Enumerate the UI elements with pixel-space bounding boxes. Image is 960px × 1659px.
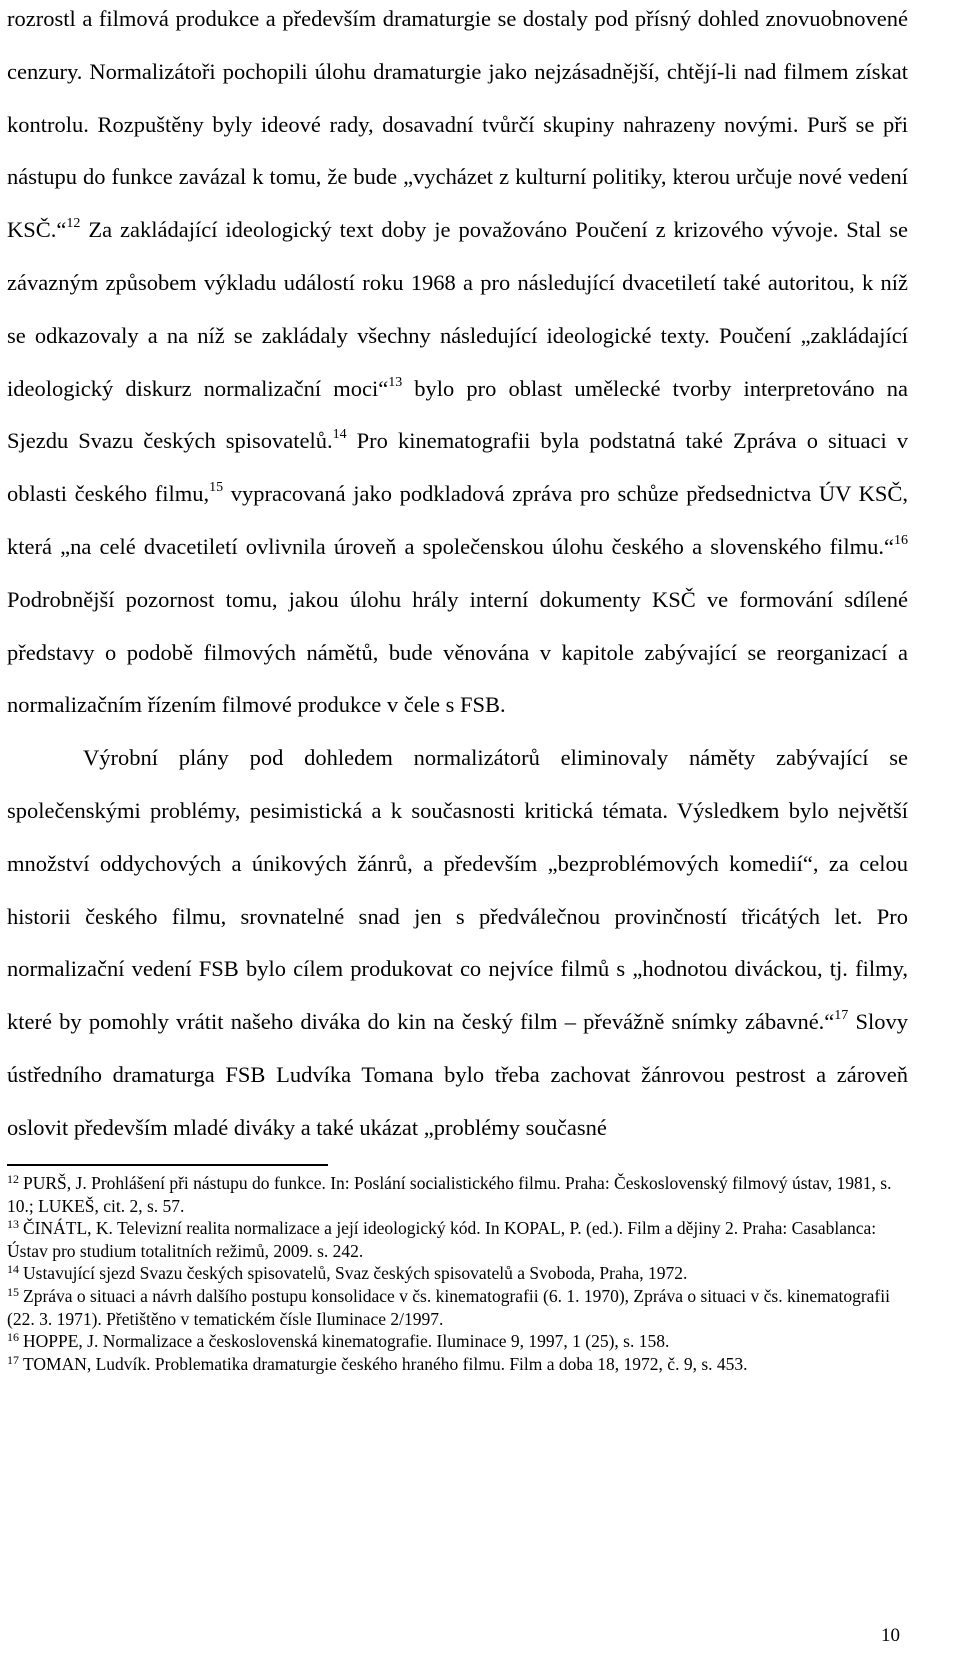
footnote	[7, 1353, 908, 1376]
footnote-separator	[7, 1164, 328, 1166]
footnote	[7, 1262, 908, 1285]
page-number: 10	[881, 1625, 900, 1646]
footnote-text: HOPPE, J. Normalizace a československá kinematografie. Iluminace 9, 1997, 1 (25), s. 158.	[23, 1331, 670, 1352]
footnote	[7, 1217, 908, 1262]
footnote-number: 12	[7, 1172, 19, 1186]
footnote-reference: 13	[388, 374, 403, 390]
paragraph-text: bylo pro oblast umělecké tvorby interpretováno na Sjezdu Svazu českých spisovatelů.	[7, 375, 908, 454]
footnote	[7, 1172, 908, 1217]
paragraph-text: Slovy ústředního dramaturga FSB Ludvíka Tomana bylo třeba zachovat žánrovou pestrost a zároveň oslovit především mladé diváky a také ukázat „problémy současné	[7, 1009, 909, 1140]
footnote-reference: 16	[894, 532, 908, 548]
paragraph-text: rozrostl a filmová produkce a především dramaturgie se dostaly pod přísný dohled znovuobnovené cenzury. Normalizátoři pochopili úlohu dramaturgie jako nejzásadnější, chtějí-li nad filmem získat kontrolu. Rozpuštěny byly ideové rady, dosavadní tvůrčí skupiny nahrazeny novými. Purš se při nástupu do funkce zavázal k tomu, že bude „vycházet z kulturní politiky, kterou určuje nové vedení KSČ.“	[7, 6, 908, 243]
paragraph-text: vypracovaná jako podkladová zpráva pro schůze předsednictva ÚV KSČ, která „na celé dvacetiletí ovlivnila úroveň a společenskou úlohu českého a slovenského filmu.“	[7, 481, 908, 559]
footnote-number: 13	[7, 1217, 19, 1232]
footnote-reference: 12	[66, 216, 81, 232]
footnotes	[7, 1172, 908, 1375]
footnote-number: 17	[7, 1352, 19, 1367]
footnote-number: 15	[7, 1284, 19, 1299]
footnote-reference: 15	[209, 480, 224, 496]
footnote-text: ČINÁTL, K. Televizní realita normalizace a její ideologický kód. In KOPAL, P. (ed.). Film a dějiny 2. Praha: Casablanca: Ústav pro studium totalitních režimů, 2009. s. 242.	[7, 1218, 877, 1261]
footnote-text: Zpráva o situaci a návrh dalšího postupu konsolidace v čs. kinematografii (6. 1. 1970), Zpráva o situaci v čs. kinematografii (22. 3. 1971). Přetištěno v tematickém čísle Iluminace 2/1997.	[7, 1285, 890, 1329]
footnote-reference: 14	[332, 427, 347, 443]
body-paragraph	[7, 732, 908, 1154]
footnote-number: 14	[7, 1262, 19, 1277]
footnote-text: PURŠ, J. Prohlášení při nástupu do funkce. In: Poslání socialistického filmu. Praha: Československý filmový ústav, 1981, s. 10.; LUKEŠ, cit. 2, s. 57.	[7, 1173, 892, 1216]
paragraph-text: Výrobní plány pod dohledem normalizátorů eliminovaly náměty zabývající se společenskými problémy, pesimistická a k současnosti kritická témata. Výsledkem bylo největší množství oddychových a únikových žánrů, a především „bezproblémových komedií“, za celou historii českého filmu, srovnatelné snad jen s předválečnou provinčností třicátých let. Pro normalizační vedení FSB bylo cílem produkovat co nejvíce filmů s „hodnotou diváckou, tj. filmy, které by pomohly vrátit našeho diváka do kin na český film – převážně snímky zábavné.“	[7, 745, 908, 1035]
paragraph-text: Podrobnější pozornost tomu, jakou úlohu hrály interní dokumenty KSČ ve formování sdílené představy o podobě filmových námětů, bude věnována v kapitole zabývající se reorganizací a normalizačním řízením filmové produkce v čele s FSB.	[7, 586, 908, 718]
footnote	[7, 1285, 908, 1330]
body-text	[7, 0, 908, 1155]
footnote-reference: 17	[834, 1008, 849, 1024]
footnote-text: Ustavující sjezd Svazu českých spisovatelů, Svaz českých spisovatelů a Svoboda, Praha, 1972.	[23, 1263, 688, 1284]
body-paragraph	[7, 0, 908, 732]
footnote-number: 16	[7, 1330, 19, 1345]
paragraph-text: Pro kinematografii byla podstatná také Zpráva o situaci v oblasti českého filmu,	[7, 428, 908, 507]
footnote	[7, 1330, 908, 1353]
footnote-text: TOMAN, Ludvík. Problematika dramaturgie českého hraného filmu. Film a doba 18, 1972, č. 9, s. 453.	[23, 1353, 748, 1374]
paragraph-text: Za zakládající ideologický text doby je považováno Poučení z krizového vývoje. Stal se závazným způsobem výkladu událostí roku 1968 a pro následující dvacetiletí také autoritou, k níž se odkazovaly a na níž se zakládaly všechny následující ideologické texty. Poučení „zakládající ideologický diskurz normalizační moci“	[7, 217, 908, 401]
